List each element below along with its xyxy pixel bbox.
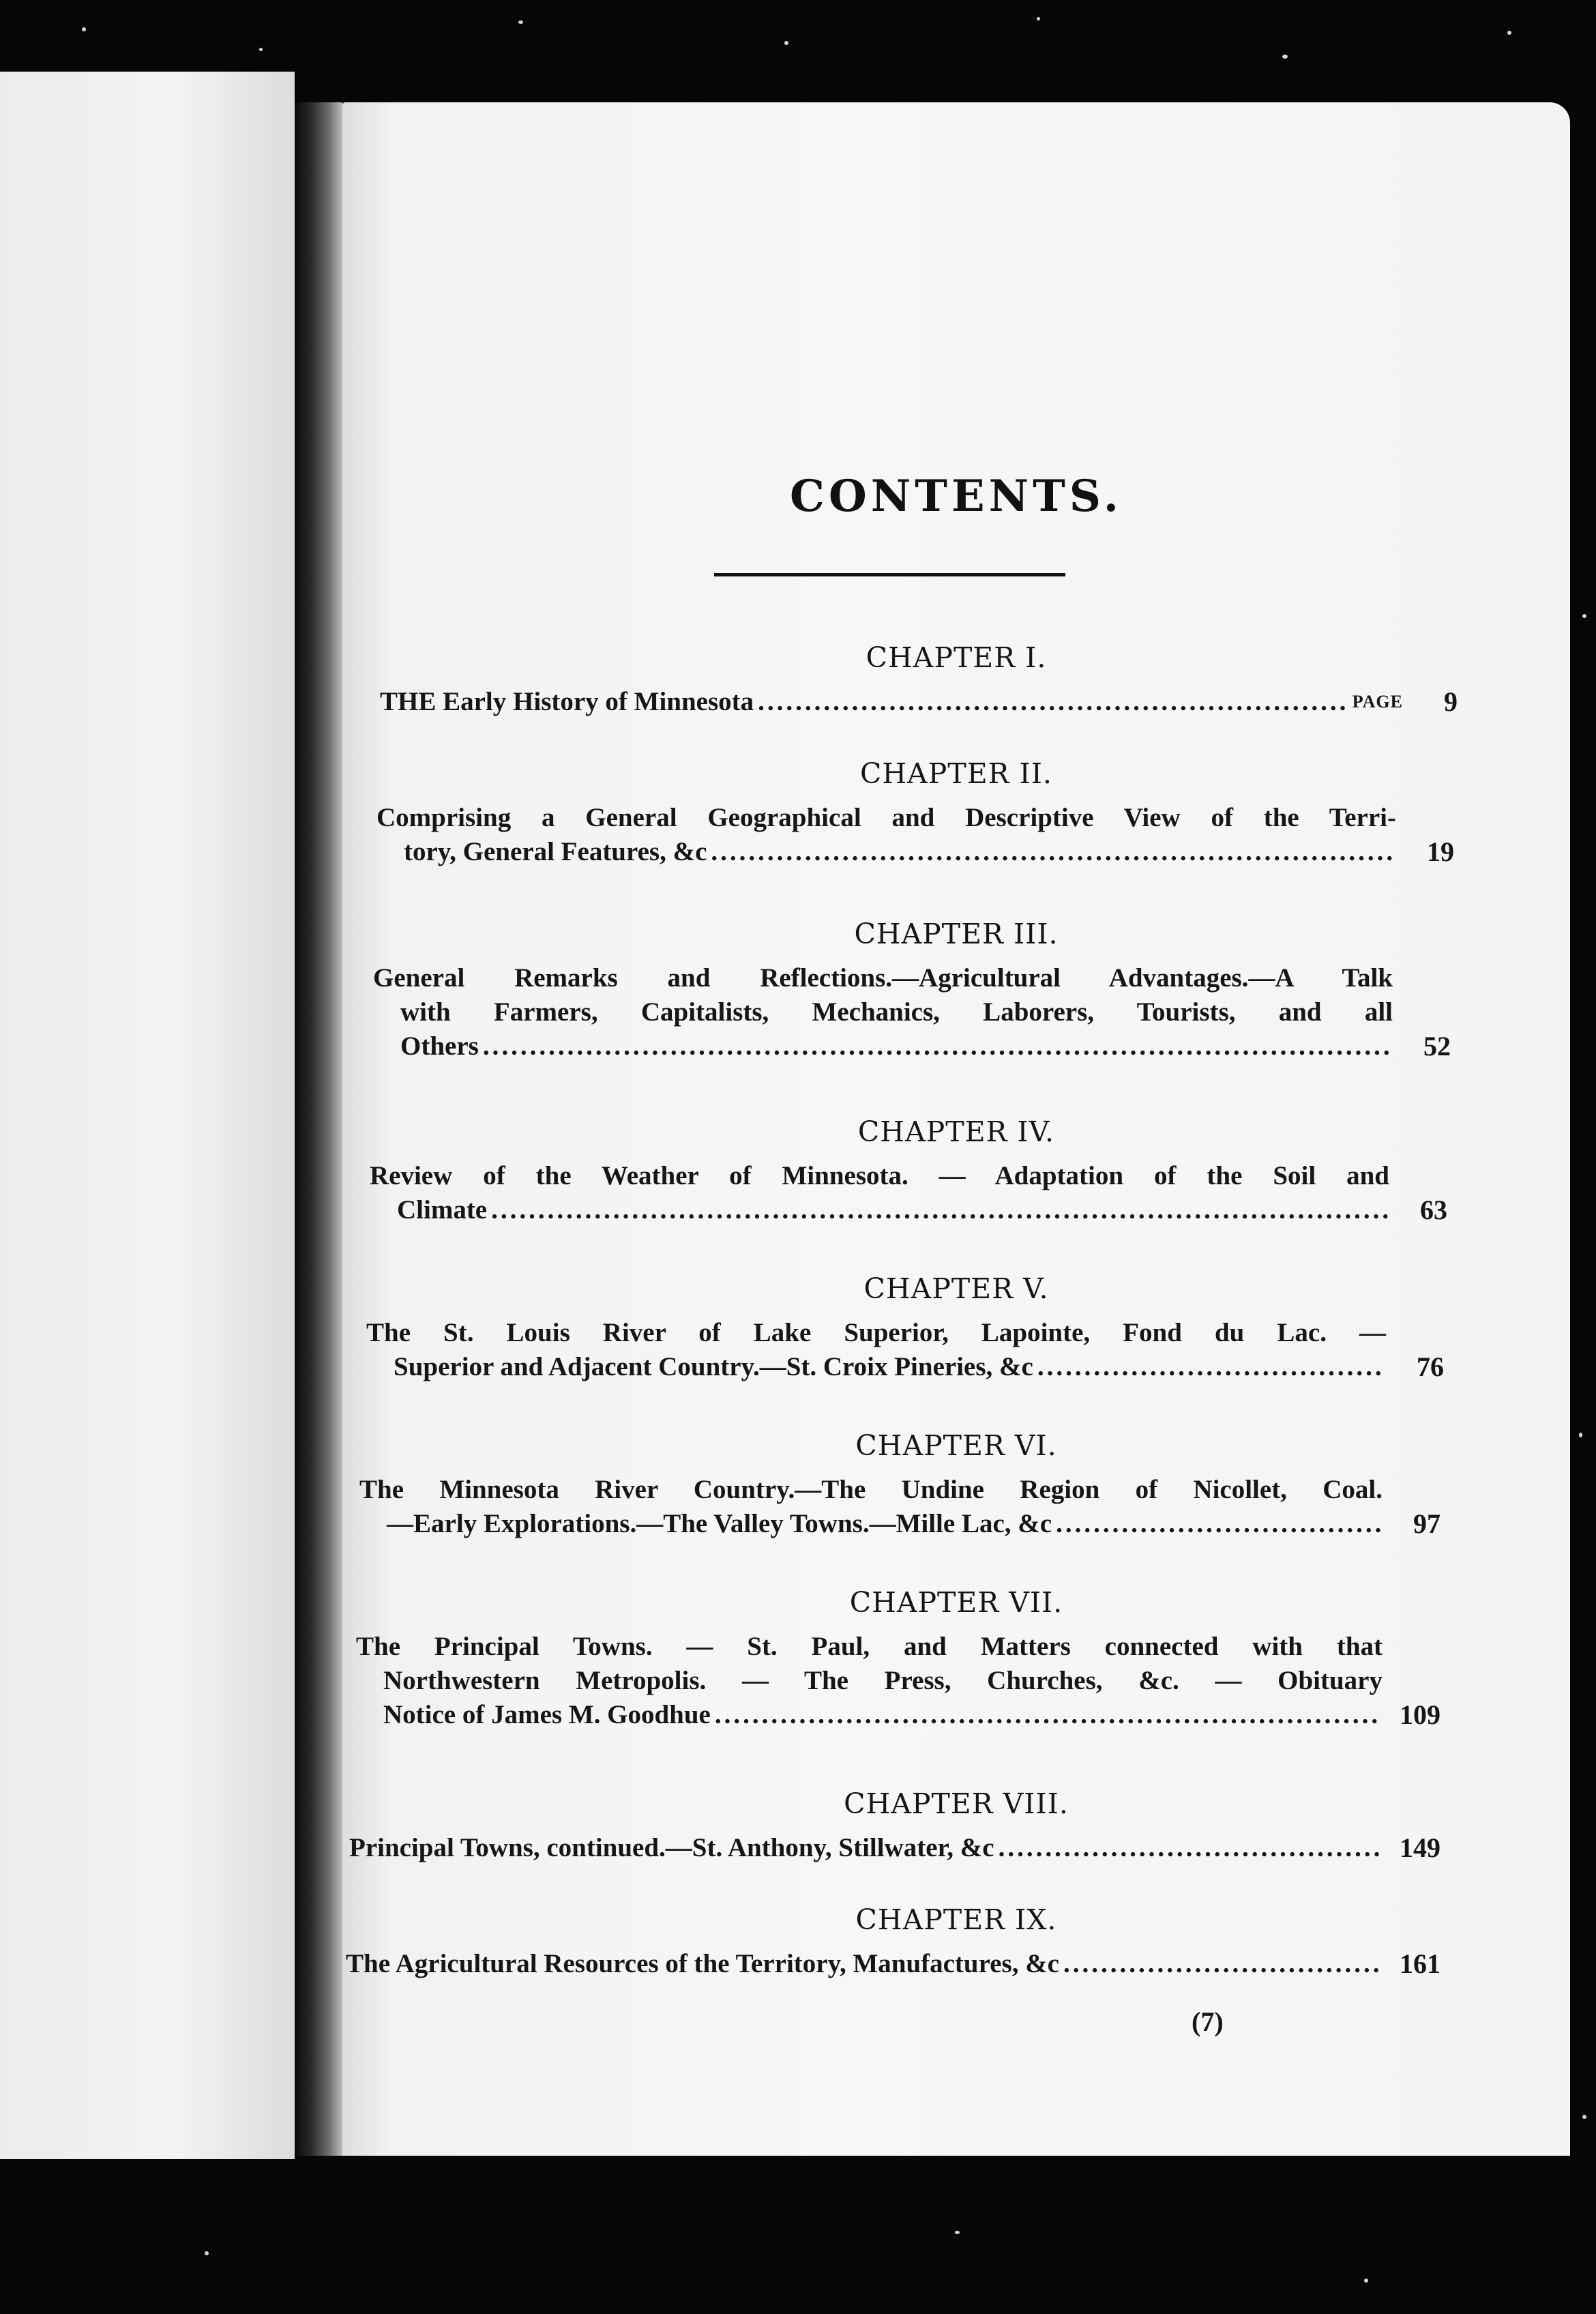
page-number: 109 [1400, 1699, 1440, 1730]
leader-dots [758, 685, 1346, 719]
scan-speck [82, 27, 86, 31]
description-line: General Remarks and Reflections.—Agricultural Advantages.—A Talk [373, 963, 1393, 993]
page-number: 63 [1420, 1195, 1447, 1225]
page-folio: (7) [1192, 2006, 1224, 2037]
chapter-title: CHAPTER V. [863, 1272, 1049, 1305]
leader-dots [1063, 1947, 1382, 1981]
chapter-description [366, 1316, 1444, 1384]
scan-speck [518, 20, 523, 24]
description-line: Principal Towns, continued.—St. Anthony, Stillwater, &c [349, 1833, 994, 1862]
description-line: Comprising a General Geographical and Descriptive View of the Terri- [376, 803, 1396, 832]
scan-speck [1582, 2115, 1586, 2119]
description-line: THE Early History of Minnesota [380, 687, 754, 716]
chapter-title: CHAPTER VI. [855, 1429, 1057, 1462]
chapter-description [370, 1159, 1447, 1227]
description-line: The Agricultural Resources of the Territory, Manufactures, &c [346, 1949, 1059, 1978]
description-line: with Farmers, Capitalists, Mechanics, Laborers, Tourists, and all [400, 997, 1393, 1027]
scan-speck [955, 2231, 960, 2234]
chapter-title: CHAPTER I. [866, 641, 1047, 674]
page-number: 76 [1417, 1351, 1444, 1382]
description-line: Notice of James M. Goodhue [383, 1700, 711, 1729]
description-line: Others [400, 1031, 479, 1061]
description-line: Northwestern Metropolis. — The Press, Churches, &c. — Obituary [383, 1666, 1383, 1695]
page-number: 97 [1413, 1508, 1440, 1539]
leader-dots [483, 1029, 1392, 1064]
page-number: 9 [1444, 686, 1458, 717]
scan-speck [205, 2251, 209, 2255]
leader-dots [715, 1698, 1382, 1732]
book-spine [295, 102, 342, 2156]
leader-dots [711, 835, 1395, 869]
chapter-title: CHAPTER IX. [855, 1903, 1057, 1936]
description-line: The Principal Towns. — St. Paul, and Matters connected with that [356, 1632, 1383, 1661]
table-of-contents [342, 102, 1570, 2156]
page-number: 52 [1423, 1031, 1451, 1061]
chapter-title: CHAPTER III. [854, 918, 1059, 950]
chapter-title: CHAPTER IV. [857, 1115, 1055, 1148]
description-line: tory, General Features, &c [404, 837, 707, 866]
scan-speck [1037, 17, 1040, 20]
scan-speck [259, 48, 263, 51]
chapter-title: CHAPTER II. [860, 757, 1052, 790]
chapter-title: CHAPTER VII. [849, 1586, 1063, 1619]
chapter-description [380, 685, 1458, 719]
chapter-description [376, 801, 1454, 869]
leader-dots [491, 1193, 1389, 1227]
page-number: 149 [1400, 1832, 1440, 1863]
scan-speck [1579, 1433, 1582, 1437]
chapter-description [373, 961, 1451, 1064]
page-number: 161 [1400, 1948, 1440, 1979]
page-number: 19 [1427, 836, 1454, 867]
scan-speck [1507, 31, 1511, 35]
chapter-description [346, 1947, 1440, 1981]
page-label: PAGE [1352, 692, 1403, 712]
description-line: The St. Louis River of Lake Superior, Lapointe, Fond du Lac. — [366, 1318, 1386, 1347]
description-line: Climate [397, 1195, 488, 1225]
description-line: —Early Explorations.—The Valley Towns.—Mille Lac, &c [387, 1509, 1052, 1538]
chapter-description [359, 1473, 1440, 1541]
description-line: Superior and Adjacent Country.—St. Croix Pineries, &c [394, 1352, 1033, 1381]
leader-dots [999, 1831, 1382, 1865]
left-page [0, 72, 295, 2159]
scan-speck [784, 41, 788, 45]
description-line: The Minnesota River Country.—The Undine Region of Nicollet, Coal. [359, 1475, 1383, 1504]
chapter-description [349, 1831, 1440, 1865]
chapter-description [356, 1630, 1440, 1732]
leader-dots [1056, 1507, 1382, 1541]
contents-page [342, 102, 1570, 2156]
description-line: Review of the Weather of Minnesota. — Adaptation of the Soil and [370, 1161, 1389, 1190]
scan-speck [1282, 55, 1288, 59]
page-title: CONTENTS. [790, 471, 1123, 522]
scan-speck [1364, 2279, 1368, 2283]
scan-speck [1582, 614, 1586, 618]
chapter-title: CHAPTER VIII. [844, 1787, 1069, 1820]
leader-dots [1037, 1350, 1385, 1384]
